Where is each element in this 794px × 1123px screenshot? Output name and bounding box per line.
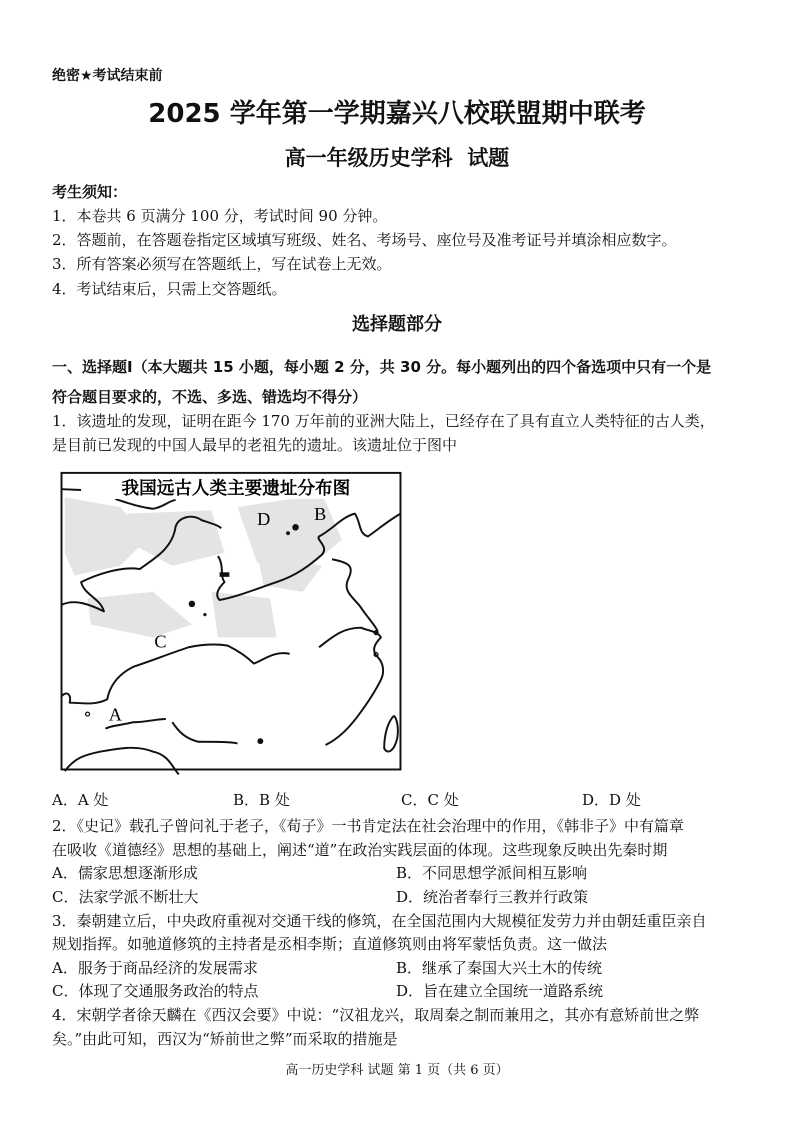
section-instructions: 符合题目要求的，不选、多选、错选均不得分） (52, 388, 368, 406)
question-2-text: 2．《史记》载孔子曾问礼于老子，《荀子》一书肯定法在社会治理中的作用，《韩非子》中有篇章 (52, 817, 685, 835)
notice-item: 3．所有答案必须写在答题纸上，写在试卷上无效。 (52, 255, 392, 273)
map-label-c: C (154, 631, 167, 652)
part-title: 选择题部分 (352, 314, 442, 335)
page-footer: 高一历史学科 试题 第 1 页（共 6 页） (285, 1063, 509, 1078)
question-3-text: 规划指挥。如驰道修筑的主持者是丞相李斯；直道修筑则由将军蒙恬负责。这一做法 (52, 935, 608, 953)
q2-option-c[interactable]: C．法家学派不断壮大 (52, 888, 199, 906)
question-1-text: 是目前已发现的中国人最早的老祖先的遗址。该遗址位于图中 (52, 436, 458, 454)
map-label-a: A (108, 704, 122, 725)
map-label-d: D (257, 509, 271, 530)
q1-option-a[interactable]: A．A 处 (52, 791, 109, 809)
q2-option-a[interactable]: A．儒家思想逐渐形成 (52, 864, 198, 882)
notice-item: 4．考试结束后，只需上交答题纸。 (52, 280, 287, 298)
q3-option-a[interactable]: A．服务于商品经济的发展需求 (52, 959, 258, 977)
q1-option-c[interactable]: C．C 处 (401, 791, 459, 809)
question-3-text: 3．秦朝建立后，中央政府重视对交通干线的修筑，在全国范围内大规模征发劳力并由朝廷重臣亲自 (52, 912, 707, 930)
q3-option-c[interactable]: C．体现了交通服务政治的特点 (52, 982, 259, 1000)
question-4-text: 4．宋朝学者徐天麟在《西汉会要》中说：“汉祖龙兴，取周秦之制而兼用之，其亦有意矫前世之弊 (52, 1006, 700, 1024)
question-1-text: 1．该遗址的发现，证明在距今 170 万年前的亚洲大陆上，已经存在了具有直立人类特征的古人类， (52, 412, 715, 430)
map-title: 我国远古人类主要遗址分布图 (121, 478, 351, 500)
q1-option-b[interactable]: B．B 处 (233, 791, 290, 809)
q2-option-b[interactable]: B．不同思想学派间相互影响 (396, 864, 588, 882)
confidential-mark: 绝密★考试结束前 (52, 68, 163, 84)
map-label-b: B (314, 504, 327, 525)
q3-option-d[interactable]: D．旨在建立全国统一道路系统 (396, 982, 604, 1000)
notice-heading: 考生须知： (52, 183, 128, 201)
notice-item: 2．答题前，在答题卷指定区域填写班级、姓名、考场号、座位号及准考证号并填涂相应数字。 (52, 231, 677, 249)
q2-option-d[interactable]: D．统治者奉行三教并行政策 (396, 888, 589, 906)
q1-option-d[interactable]: D．D 处 (582, 791, 641, 809)
section-instructions: 一、选择题Ⅰ（本大题共 15 小题，每小题 2 分，共 30 分。每小题列出的四个备选项中只有一个是 (52, 358, 712, 376)
ancient-sites-map (55, 467, 407, 777)
exam-subtitle: 高一年级历史学科 试题 (284, 146, 510, 170)
exam-title: 2025 学年第一学期嘉兴八校联盟期中联考 (148, 99, 646, 129)
question-4-text: 矣。”由此可知，西汉为“矫前世之弊”而采取的措施是 (52, 1030, 398, 1048)
question-2-text: 在吸收《道德经》思想的基础上，阐述“道”在政治实践层面的体现。这些现象反映出先秦时期 (52, 841, 668, 859)
notice-item: 1．本卷共 6 页满分 100 分，考试时间 90 分钟。 (52, 207, 388, 225)
q3-option-b[interactable]: B．继承了秦国大兴土木的传统 (396, 959, 603, 977)
